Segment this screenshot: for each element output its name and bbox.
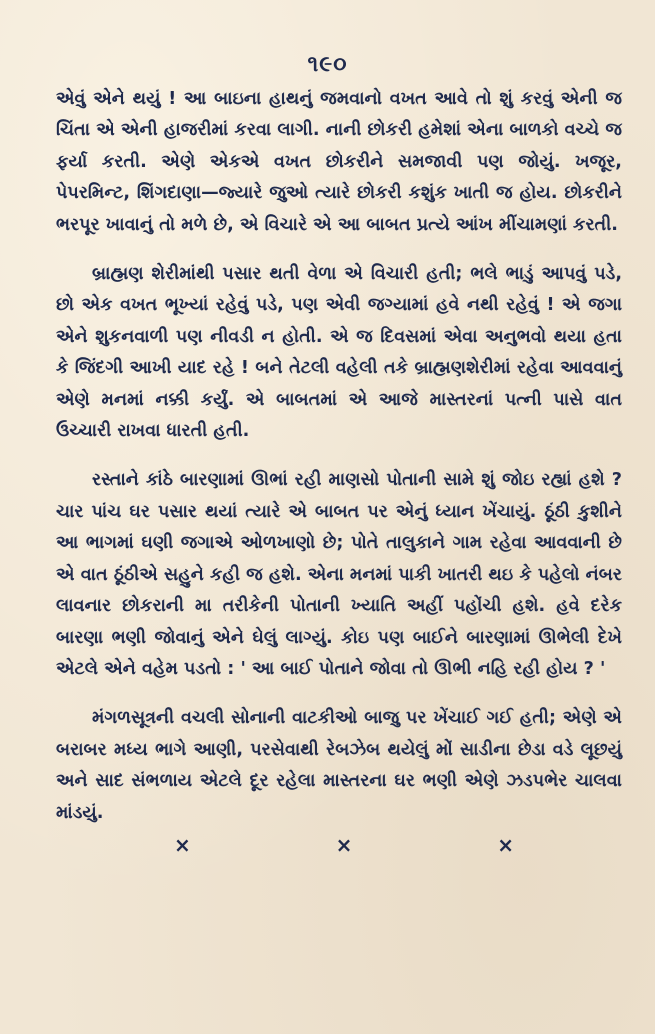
paragraph-1: એવું એને થયું ! આ બાઇના હાથનું જમવાનો વખત આવે તો શું કરવું એની જ ચિંતા એ એની હાજરીમાં કરવા લાગી. નાની છોકરી હમેશાં એના બાળકો વચ્ચે જ ફર્યા કરતી. એણે એકએ વખત છોકરીને સમજાવી પણ જોયું. ખજૂર, પેપરમિન્ટ, શિંગદાણા—જ્યારે જુઓ ત્યારે છોકરી કશુંક ખાતી જ હોય. છોકરીને ભરપૂર ખાવાનું તો મળે છે, એ વિચારે એ આ બાબત પ્રત્યે આંખ મીંચામણાં કરતી.: [56, 89, 622, 235]
separator-mark: ×: [497, 832, 514, 857]
separator-mark: ×: [335, 832, 353, 857]
body-text: [56, 84, 622, 857]
paragraph-2: બ્રાહ્મણ શેરીમાંથી પસાર થતી વેળા એ વિચારી હતી; ભલે ભાડું આપવું પડે, છો એક વખત ભૂખ્યાં રહેવું પડે, પણ એવી જગ્યામાં હવે નથી રહેવું ! એ જગા એને શુકનવાળી પણ નીવડી ન હોતી. એ જ દિવસમાં એવા અનુભવો થયા હતા કે જિંદગી આખી યાદ રહે ! બને તેટલી વહેલી તકે બ્રાહ્મણશેરીમાં રહેવા આવવાનું એણે મનમાં નક્કી કર્યું. એ બાબતમાં એ આજે માસ્તરનાં પત્ની પાસે વાત ઉચ્ચારી રાખવા ધારતી હતી.: [56, 264, 622, 442]
page-number: ૧૯૦: [307, 52, 348, 77]
section-separator: [174, 833, 514, 857]
separator-mark: ×: [174, 832, 191, 857]
paragraph-3: રસ્તાને કાંઠે બારણામાં ઊભાં રહી માણસો પોતાની સામે શું જોઇ રહ્યાં હશે ? ચાર પાંચ ઘર પસાર થયાં ત્યારે એ બાબત પર એનું ધ્યાન ખેંચાયું. ઠૂંઠી કુશીને આ ભાગમાં ઘણી જગાએ ઓળખાણો છે; પોતે તાલુકાને ગામ રહેવા આવવાની છે એ વાત ઠૂંઠીએ સહુને કહી જ હશે. એના મનમાં પાકી ખાતરી થઇ કે પહેલો નંબર લાવનાર છોકરાની મા તરીકેની પોતાની ખ્યાતિ અહીં પહોંચી હશે. હવે દરેક બારણા ભણી જોવાનું એને ઘેલું લાગ્યું. કોઇ પણ બાઈને બારણામાં ઊભેલી દેખે એટલે એને વહેમ પડતો : ' આ બાઈ પોતાને જોવા તો ઊભી નહિ રહી હોય ? ': [56, 470, 622, 679]
paragraph-4: મંગળસૂત્રની વચલી સોનાની વાટકીઓ બાજુ પર ખેંચાઈ ગઈ હતી; એણે એ બરાબર મધ્ય ભાગે આણી, પરસેવાથી રેબઝેબ થયેલું મોં સાડીના છેડા વડે લૂછયું અને સાદ સંભળાય એટલે દૂર રહેલા માસ્તરના ઘર ભણી એણે ઝડપભેર ચાલવા માંડયું.: [56, 708, 622, 823]
